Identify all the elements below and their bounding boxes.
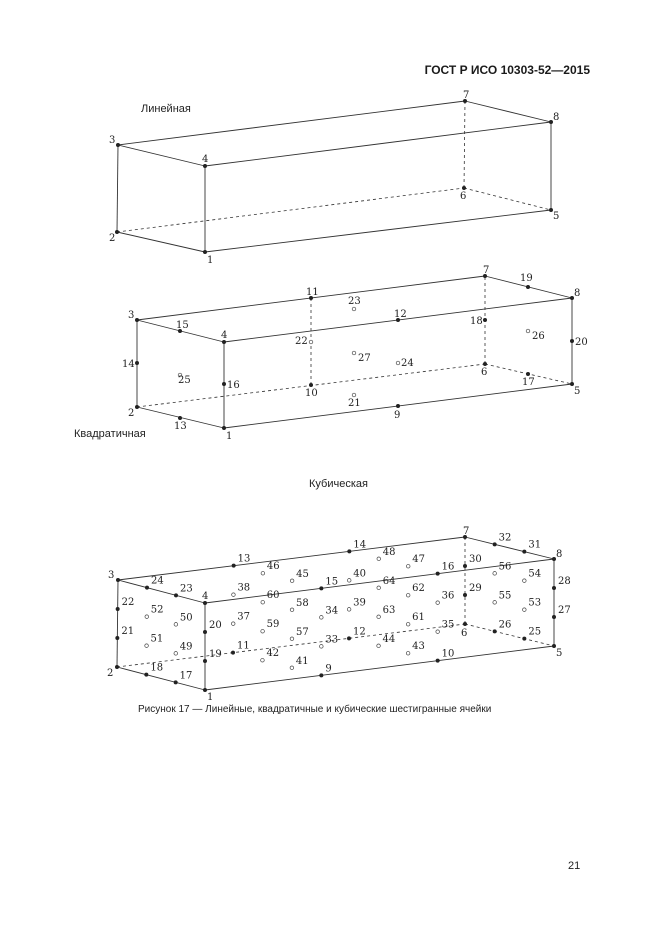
- cubic-node-label-60: 60: [266, 590, 280, 602]
- cubic-node-label-7: 7: [463, 526, 470, 537]
- cubic-node-label-51: 51: [150, 633, 164, 645]
- cubic-node-36: [436, 601, 440, 605]
- cubic-node-10: [436, 659, 440, 663]
- cubic-node-15: [319, 586, 323, 590]
- cubic-node-label-2: 2: [107, 668, 114, 679]
- linear-edge-6: [205, 122, 551, 166]
- cubic-node-16: [436, 572, 440, 576]
- linear-node-label-7: 7: [463, 90, 470, 101]
- cubic-node-3: [116, 578, 120, 582]
- cubic-node-49: [174, 652, 178, 656]
- quadratic-node-13: [178, 416, 182, 420]
- cubic-node-label-58: 58: [296, 597, 309, 609]
- cubic-node-label-3: 3: [108, 570, 115, 581]
- quadratic-node-label-17: 17: [522, 377, 535, 388]
- cubic-node-39: [347, 608, 351, 612]
- cubic-node-label-32: 32: [498, 532, 512, 544]
- cubic-node-31: [522, 550, 526, 554]
- quadratic-node-label-3: 3: [128, 310, 135, 321]
- quadratic-node-label-20: 20: [575, 337, 588, 348]
- cubic-node-64: [377, 586, 381, 590]
- cubic-node-label-19: 19: [209, 649, 222, 660]
- cubic-node-53: [523, 608, 527, 612]
- quadratic-node-10: [309, 383, 313, 387]
- quadratic-node-label-8: 8: [574, 288, 581, 299]
- quadratic-node-label-5: 5: [574, 386, 581, 397]
- cubic-node-60: [261, 600, 265, 604]
- cubic-node-label-54: 54: [528, 568, 542, 580]
- cubic-edge-5: [205, 646, 554, 690]
- quadratic-node-2: [135, 405, 139, 409]
- cubic-node-32: [493, 542, 497, 546]
- cubic-node-33: [320, 645, 324, 649]
- standard-header: ГОСТ Р ИСО 10303-52—2015: [424, 63, 590, 77]
- quadratic-node-label-18: 18: [470, 316, 483, 327]
- quadratic-node-26: [526, 329, 530, 333]
- quadratic-title: Квадратичная: [74, 428, 146, 440]
- cubic-node-label-52: 52: [150, 604, 164, 616]
- cubic-node-47: [406, 564, 410, 568]
- cubic-node-29: [463, 593, 467, 597]
- cubic-node-label-16: 16: [441, 561, 455, 573]
- quadratic-node-label-23: 23: [348, 296, 361, 307]
- linear-node-6: [462, 186, 466, 190]
- cubic-node-label-38: 38: [237, 582, 251, 594]
- cubic-node-26: [493, 629, 497, 633]
- cubic-node-label-29: 29: [469, 583, 482, 594]
- cubic-node-25: [522, 637, 526, 641]
- cubic-node-label-57: 57: [295, 626, 309, 638]
- cubic-node-38: [232, 593, 236, 597]
- cubic-node-56: [493, 572, 497, 576]
- page-number: 21: [568, 860, 581, 872]
- cubic-node-46: [261, 571, 265, 575]
- quadratic-node-20: [570, 339, 574, 343]
- quadratic-node-label-21: 21: [348, 398, 361, 409]
- cubic-node-label-22: 22: [121, 597, 135, 608]
- cubic-node-28: [552, 586, 556, 590]
- cubic-node-label-33: 33: [325, 634, 339, 646]
- cubic-node-label-11: 11: [237, 640, 250, 652]
- cubic-node-27: [552, 615, 556, 619]
- cubic-node-59: [261, 629, 265, 633]
- cubic-title: Кубическая: [309, 478, 368, 490]
- cubic-node-51: [145, 644, 149, 648]
- cubic-node-label-62: 62: [412, 583, 425, 595]
- cubic-node-62: [406, 593, 410, 597]
- quadratic-node-label-12: 12: [394, 309, 407, 320]
- cubic-node-2: [115, 665, 119, 669]
- quadratic-node-3: [135, 318, 139, 322]
- cubic-node-label-5: 5: [556, 648, 563, 659]
- linear-node-label-3: 3: [109, 135, 116, 146]
- quadratic-node-6: [483, 362, 487, 366]
- cubic-node-label-30: 30: [469, 554, 482, 565]
- quadratic-node-label-14: 14: [122, 359, 135, 370]
- quadratic-node-label-13: 13: [174, 421, 187, 432]
- cubic-node-label-17: 17: [179, 670, 193, 682]
- cubic-node-label-37: 37: [237, 611, 250, 623]
- cubic-node-34: [320, 616, 324, 620]
- cubic-node-label-47: 47: [412, 554, 425, 566]
- quadratic-node-label-9: 9: [394, 410, 401, 421]
- linear-node-label-4: 4: [202, 154, 209, 165]
- cubic-node-22: [116, 607, 120, 611]
- cubic-node-label-44: 44: [382, 633, 396, 645]
- cubic-node-label-45: 45: [296, 568, 309, 580]
- quadratic-node-label-26: 26: [532, 331, 545, 342]
- linear-node-1: [203, 250, 207, 254]
- cubic-node-57: [290, 637, 294, 641]
- cubic-node-50: [174, 623, 178, 627]
- cubic-node-13: [232, 564, 236, 568]
- quadratic-node-23: [352, 307, 356, 311]
- quadratic-node-label-1: 1: [226, 431, 233, 442]
- cubic-node-30: [463, 564, 467, 568]
- linear-node-2: [115, 230, 119, 234]
- quadratic-node-1: [222, 426, 226, 430]
- cubic-node-label-56: 56: [498, 561, 512, 573]
- cubic-node-9: [319, 673, 323, 677]
- cubic-node-label-25: 25: [528, 626, 542, 638]
- cubic-node-14: [347, 549, 351, 553]
- cubic-node-21: [115, 636, 119, 640]
- cubic-node-label-40: 40: [353, 568, 366, 580]
- linear-edge-3: [118, 145, 205, 166]
- cubic-node-40: [347, 579, 351, 583]
- cubic-node-label-8: 8: [556, 549, 563, 560]
- quadratic-node-22: [309, 340, 313, 344]
- quadratic-node-label-7: 7: [483, 265, 490, 276]
- cubic-node-label-34: 34: [325, 605, 339, 617]
- linear-edge-5: [205, 210, 551, 252]
- cubic-node-52: [145, 615, 149, 619]
- cubic-node-label-49: 49: [179, 641, 193, 653]
- linear-edge-12: [464, 101, 465, 188]
- cubic-node-43: [406, 651, 410, 655]
- linear-edge-2: [117, 145, 118, 232]
- quadratic-node-19: [526, 285, 530, 289]
- quadratic-node-label-16: 16: [227, 380, 240, 391]
- cubic-node-label-24: 24: [151, 575, 164, 587]
- cubic-node-19: [203, 659, 207, 663]
- quadratic-node-17: [526, 372, 530, 376]
- linear-node-label-8: 8: [553, 112, 560, 123]
- cubic-node-label-64: 64: [382, 575, 396, 587]
- cubic-node-41: [290, 666, 294, 670]
- quadratic-node-label-6: 6: [481, 367, 488, 378]
- cubic-node-label-53: 53: [528, 597, 542, 609]
- quadratic-node-label-24: 24: [401, 358, 414, 369]
- quadratic-node-label-2: 2: [128, 408, 135, 419]
- cubic-node-label-31: 31: [528, 539, 542, 551]
- quadratic-node-label-22: 22: [295, 336, 308, 347]
- quadratic-node-label-27: 27: [358, 353, 371, 364]
- cubic-node-label-1: 1: [207, 692, 214, 703]
- cubic-node-42: [261, 658, 265, 662]
- cubic-node-label-4: 4: [202, 591, 209, 602]
- cubic-node-44: [377, 644, 381, 648]
- cubic-node-label-42: 42: [266, 648, 280, 660]
- cubic-node-label-10: 10: [441, 648, 455, 660]
- cubic-edge-2: [117, 580, 118, 667]
- cubic-node-35: [436, 630, 440, 634]
- quadratic-node-label-19: 19: [520, 273, 533, 284]
- cubic-node-label-48: 48: [382, 546, 396, 558]
- linear-node-label-5: 5: [553, 211, 560, 222]
- cubic-node-label-36: 36: [441, 590, 455, 602]
- cubic-node-label-26: 26: [498, 619, 512, 631]
- cubic-node-label-41: 41: [295, 655, 309, 667]
- cubic-node-label-50: 50: [179, 612, 193, 624]
- linear-node-label-6: 6: [460, 191, 467, 202]
- cubic-node-label-23: 23: [180, 583, 193, 595]
- cubic-node-label-28: 28: [558, 576, 571, 587]
- cubic-node-label-46: 46: [266, 561, 280, 573]
- quadratic-node-18: [483, 318, 487, 322]
- quadratic-node-16: [222, 382, 226, 386]
- quadratic-node-27: [352, 351, 356, 355]
- cubic-node-label-55: 55: [498, 590, 512, 602]
- cubic-node-label-12: 12: [353, 626, 366, 638]
- cubic-node-label-9: 9: [325, 663, 332, 675]
- cubic-node-label-15: 15: [325, 576, 339, 588]
- cubic-node-label-43: 43: [412, 641, 425, 653]
- quadratic-node-label-25: 25: [178, 375, 191, 386]
- cubic-node-label-63: 63: [382, 604, 396, 616]
- cubic-node-label-61: 61: [412, 612, 425, 624]
- linear-node-3: [116, 143, 120, 147]
- cubic-node-label-20: 20: [209, 620, 222, 631]
- quadratic-node-9: [396, 404, 400, 408]
- quadratic-node-label-10: 10: [305, 388, 318, 399]
- cubic-node-55: [493, 601, 497, 605]
- cubic-node-18: [144, 673, 148, 677]
- quadratic-node-label-15: 15: [176, 320, 189, 331]
- figure-caption: Рисунок 17 — Линейные, квадратичные и кубические шестигранные ячейки: [138, 704, 492, 715]
- cubic-node-12: [347, 636, 351, 640]
- cubic-node-11: [231, 651, 235, 655]
- cubic-node-label-39: 39: [353, 597, 366, 609]
- cubic-node-63: [377, 615, 381, 619]
- cubic-node-37: [231, 622, 235, 626]
- cubic-node-label-18: 18: [150, 662, 164, 674]
- linear-node-label-1: 1: [207, 255, 214, 266]
- cubic-node-label-59: 59: [266, 619, 280, 631]
- quadratic-node-14: [135, 361, 139, 365]
- cubic-node-17: [174, 680, 178, 684]
- cubic-node-54: [523, 579, 527, 583]
- cubic-node-20: [203, 630, 207, 634]
- cubic-node-61: [406, 622, 410, 626]
- linear-title: Линейная: [141, 103, 191, 115]
- cubic-node-label-21: 21: [121, 626, 135, 637]
- linear-edge-1: [117, 232, 205, 252]
- cubic-node-6: [463, 622, 467, 626]
- quadratic-node-21: [352, 393, 356, 397]
- cubic-node-23: [174, 593, 178, 597]
- cubic-node-58: [290, 608, 294, 612]
- linear-edge-7: [118, 101, 465, 145]
- linear-edge-10: [117, 188, 467, 232]
- cubic-node-45: [290, 579, 294, 583]
- cubic-node-24: [145, 586, 149, 590]
- linear-node-label-2: 2: [109, 233, 116, 244]
- quadratic-node-24: [396, 361, 400, 365]
- quadratic-node-label-11: 11: [306, 287, 319, 298]
- cubic-node-label-35: 35: [441, 619, 455, 631]
- cubic-node-label-27: 27: [558, 605, 571, 616]
- cubic-node-48: [377, 557, 381, 561]
- linear-edge-8: [465, 101, 551, 122]
- quadratic-node-label-4: 4: [221, 330, 228, 341]
- cubic-node-label-6: 6: [461, 628, 468, 639]
- cubic-node-label-14: 14: [353, 539, 367, 551]
- linear-edge-11: [464, 188, 551, 210]
- cubic-node-label-13: 13: [237, 553, 251, 565]
